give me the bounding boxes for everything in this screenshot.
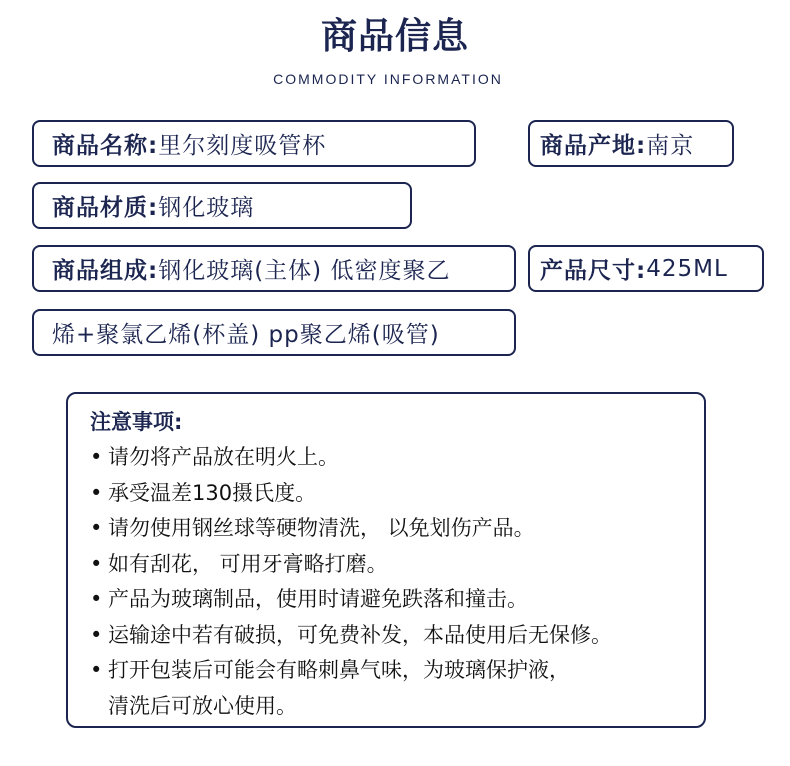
bullet: • <box>90 551 103 576</box>
field-value: 烯+聚氯乙烯(杯盖) pp聚乙烯(吸管) <box>52 322 440 348</box>
note-item-continuation: 清洗后可放心使用。 <box>108 693 297 718</box>
note-item <box>90 440 704 476</box>
note-item <box>90 511 704 547</box>
field-origin <box>528 120 734 167</box>
field-label: 商品组成: <box>52 258 159 284</box>
field-value: 南京 <box>646 133 695 159</box>
notes-title: 注意事项: <box>90 410 183 434</box>
note-text: 请勿使用钢丝球等硬物清洗， 以免划伤产品。 <box>108 516 535 540</box>
bullet: • <box>90 445 103 469</box>
note-text: 运输途中若有破损，可免费补发，本品使用后无保修。 <box>108 622 612 647</box>
field-value: 425ML <box>646 255 728 282</box>
note-text: 请勿将产品放在明火上。 <box>108 445 339 469</box>
field-composition-continued <box>32 309 516 356</box>
field-value: 钢化玻璃 <box>158 195 255 221</box>
field-value: 里尔刻度吸管杯 <box>158 133 327 159</box>
notes-box <box>66 392 706 728</box>
page-title: 商品信息 <box>320 16 469 57</box>
field-value: 钢化玻璃(主体) 低密度聚乙 <box>158 258 451 284</box>
field-product-name <box>32 120 476 167</box>
field-size <box>528 245 764 292</box>
bullet: • <box>90 658 103 682</box>
page-subtitle: COMMODITY INFORMATION <box>273 71 503 87</box>
field-label: 产品尺寸: <box>540 258 647 284</box>
note-text: 产品为玻璃制品，使用时请避免跌落和撞击。 <box>108 587 528 611</box>
bullet: • <box>90 587 103 611</box>
bullet: • <box>90 516 103 540</box>
note-text: 如有刮花， 可用牙膏略打磨。 <box>108 551 388 576</box>
field-composition <box>32 245 516 292</box>
field-material <box>32 182 412 229</box>
bullet: • <box>90 480 103 505</box>
note-item <box>90 653 704 689</box>
field-label: 商品材质: <box>52 195 159 221</box>
note-item <box>90 476 704 512</box>
note-item <box>90 582 704 618</box>
note-text: 打开包装后可能会有略刺鼻气味，为玻璃保护液， <box>108 658 570 682</box>
note-item <box>90 618 704 654</box>
note-text: 承受温差130摄氏度。 <box>108 480 317 505</box>
bullet: • <box>90 622 103 647</box>
field-label: 商品名称: <box>52 133 159 159</box>
note-item <box>90 547 704 583</box>
field-label: 商品产地: <box>540 133 647 159</box>
